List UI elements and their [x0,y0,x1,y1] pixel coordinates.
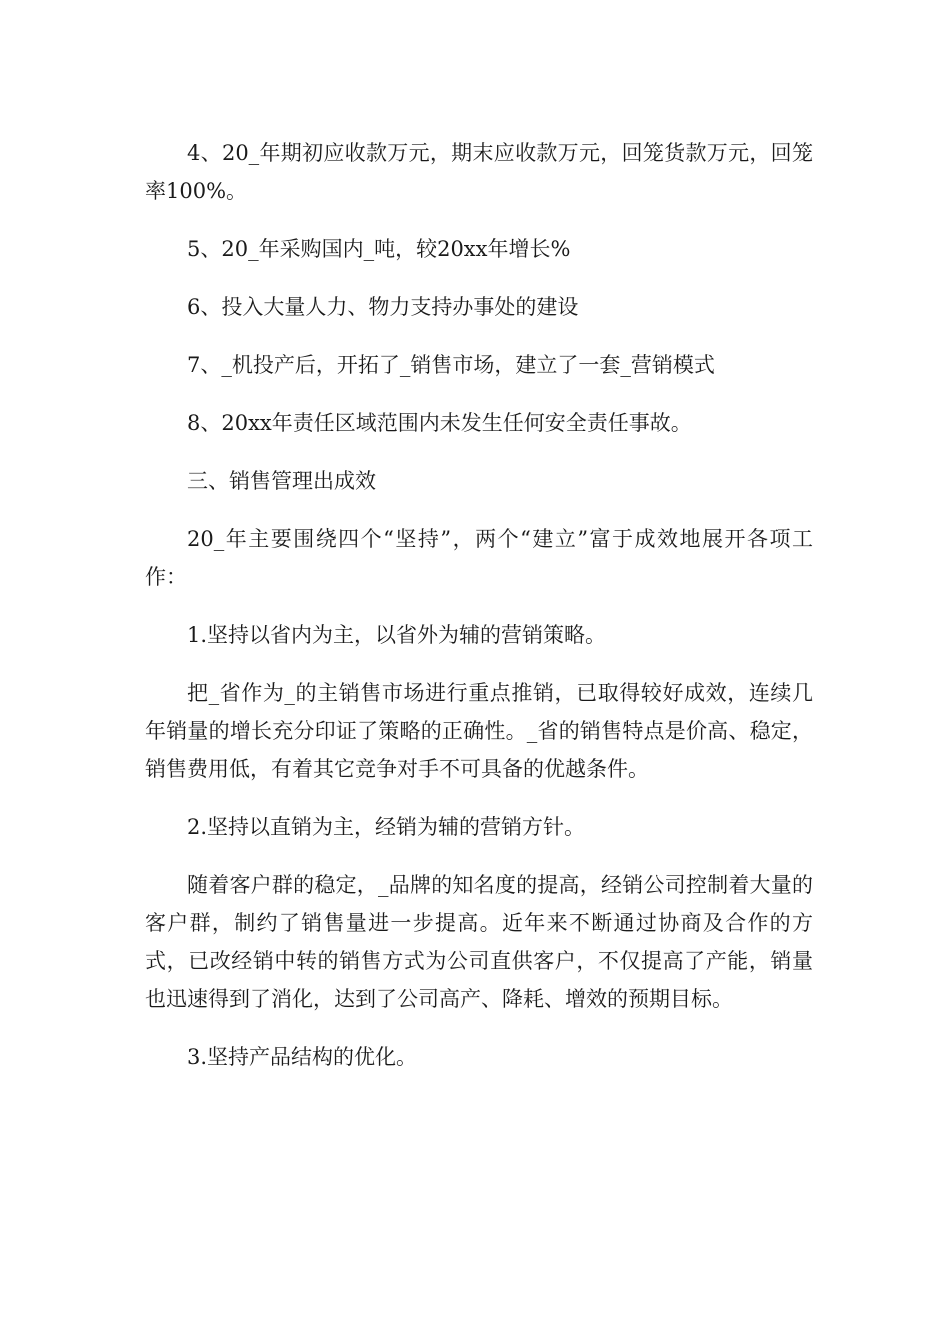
paragraph-body-1: 把_省作为_的主销售市场进行重点推销，已取得较好成效，连续几年销量的增长充分印证了策略的正确性。_省的销售特点是价高、稳定，销售费用低，有着其它竞争对手不可具备的优越条件。 [145,681,813,781]
paragraph-item-5: 5、20_年采购国内_吨，较20xx年增长% [187,237,571,261]
paragraph-body-2: 随着客户群的稳定，_品牌的知名度的提高，经销公司控制着大量的客户群，制约了销售量进一步提高。近年来不断通过协商及合作的方式，已改经销中转的销售方式为公司直供客户，不仅提高了产能，销量也迅速得到了消化，达到了公司高产、降耗、增效的预期目标。 [145,873,813,1011]
document-body [145,134,813,1096]
section-heading-sales-management: 三、销售管理出成效 [187,469,376,493]
subheading-3: 3.坚持产品结构的优化。 [187,1045,418,1069]
paragraph-item-8: 8、20xx年责任区域范围内未发生任何安全责任事故。 [187,411,692,435]
subheading-1: 1.坚持以省内为主，以省外为辅的营销策略。 [187,623,607,647]
subheading-2: 2.坚持以直销为主，经销为辅的营销方针。 [187,815,586,839]
paragraph-item-7: 7、_机投产后，开拓了_销售市场，建立了一套_营销模式 [187,353,715,377]
paragraph-intro: 20_年主要围绕四个“坚持”，两个“建立”富于成效地展开各项工作： [145,527,813,589]
paragraph-item-4: 4、20_年期初应收款万元，期末应收款万元，回笼货款万元，回笼率100%。 [145,141,813,203]
paragraph-item-6: 6、投入大量人力、物力支持办事处的建设 [187,295,579,319]
